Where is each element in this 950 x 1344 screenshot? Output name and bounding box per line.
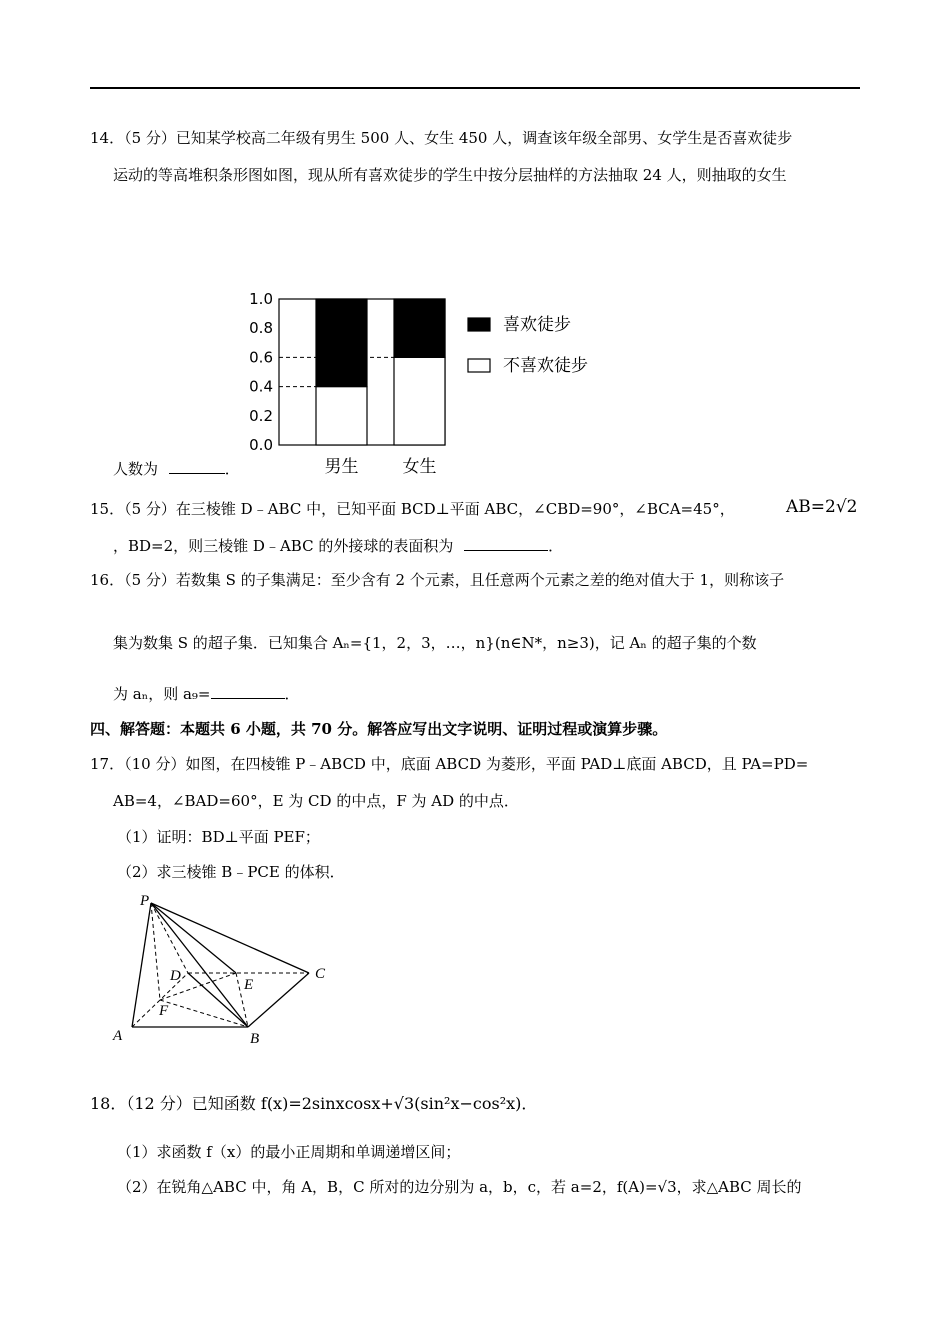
stacked-bar-chart bbox=[235, 288, 615, 480]
q14-line2: 运动的等高堆积条形图如图，现从所有喜欢徒步的学生中按分层抽样的方法抽取 24 人，则抽取的女生 bbox=[113, 166, 787, 184]
q16-text3: 为 aₙ，则 a₉= bbox=[113, 685, 211, 703]
q15-answer-blank bbox=[464, 536, 548, 551]
bar-segment bbox=[316, 387, 367, 445]
pyramid-figure bbox=[108, 888, 338, 1053]
label-D: D bbox=[170, 968, 181, 984]
y-tick-label: 0.6 bbox=[249, 348, 273, 367]
y-tick-label: 0.0 bbox=[249, 436, 273, 454]
q16-line3: 为 aₙ，则 a₉= ． bbox=[113, 685, 300, 703]
legend-label: 不喜欢徒步 bbox=[503, 356, 588, 376]
q14-line3: 人数为 ． bbox=[113, 460, 240, 478]
q17-line1: 17．（10 分）如图，在四棱锥 P﹣ABCD 中，底面 ABCD 为菱形，平面 PAD⊥底面 ABCD，且 PA=PD= bbox=[90, 755, 809, 773]
y-tick-label: 0.2 bbox=[249, 406, 273, 425]
q15-text: 15．（5 分）在三棱锥 D﹣ABC 中，已知平面 BCD⊥平面 ABC，∠CBD=90°，∠BCA=45°， bbox=[90, 500, 735, 518]
q17-part1: （1）证明：BD⊥平面 PEF； bbox=[117, 828, 320, 846]
q16-line1: 16．（5 分）若数集 S 的子集满足：至少含有 2 个元素，且任意两个元素之差的绝对值大于 1，则称该子 bbox=[90, 571, 785, 589]
q16-answer-blank bbox=[211, 684, 285, 699]
label-A: A bbox=[113, 1028, 123, 1044]
y-tick-label: 0.4 bbox=[249, 377, 273, 396]
y-tick-label: 1.0 bbox=[249, 290, 273, 308]
q14-line1: 14．（5 分）已知某学校高二年级有男生 500 人、女生 450 人，调查该年级全部男、女学生是否喜欢徒步 bbox=[90, 129, 793, 147]
legend-label: 喜欢徒步 bbox=[503, 315, 571, 335]
q17-line2: AB=4，∠BAD=60°，E 为 CD 的中点，F 为 AD 的中点． bbox=[113, 792, 519, 810]
q15-line2: ，BD=2，则三棱锥 D﹣ABC 的外接球的表面积为 ． bbox=[113, 537, 564, 555]
legend-swatch bbox=[468, 359, 490, 372]
q18-part1: （1）求函数 f（x）的最小正周期和单调递增区间； bbox=[117, 1143, 461, 1161]
q15-line1 bbox=[90, 499, 735, 519]
label-F: F bbox=[159, 1003, 169, 1019]
q14-answer-blank bbox=[169, 459, 225, 474]
q17-part2: （2）求三棱锥 B﹣PCE 的体积． bbox=[117, 863, 345, 881]
header-rule bbox=[90, 87, 860, 89]
q16-line2: 集为数集 S 的超子集．已知集合 Aₙ={1，2，3，…，n}(n∈N*，n≥3)，记 Aₙ 的超子集的个数 bbox=[113, 634, 757, 652]
legend-swatch bbox=[468, 318, 490, 331]
q18-part2: （2）在锐角△ABC 中，角 A，B，C 所对的边分别为 a，b，c，若 a=2，f(A)=√3，求△ABC 周长的 bbox=[117, 1178, 802, 1196]
bar-segment bbox=[394, 357, 445, 445]
q15-formula: AB=2√2 bbox=[786, 497, 858, 517]
x-tick-label: 男生 bbox=[324, 457, 359, 477]
label-C: C bbox=[315, 966, 326, 982]
bar-segment bbox=[316, 299, 367, 387]
label-B: B bbox=[250, 1031, 260, 1047]
q14-prefix: 人数为 bbox=[113, 460, 159, 478]
q15-text2: ，BD=2，则三棱锥 D﹣ABC 的外接球的表面积为 bbox=[113, 537, 454, 555]
label-E: E bbox=[244, 977, 254, 993]
y-tick-label: 0.8 bbox=[249, 319, 273, 338]
bar-segment bbox=[394, 299, 445, 357]
q18-line1: 18．（12 分）已知函数 f(x)=2sinxcosx+√3(sin²x−cos²x)． bbox=[90, 1094, 538, 1113]
label-P: P bbox=[140, 893, 150, 909]
x-tick-label: 女生 bbox=[402, 457, 437, 477]
section-4-heading: 四、解答题：本题共 6 小题，共 70 分。解答应写出文字说明、证明过程或演算步骤。 bbox=[90, 720, 668, 738]
